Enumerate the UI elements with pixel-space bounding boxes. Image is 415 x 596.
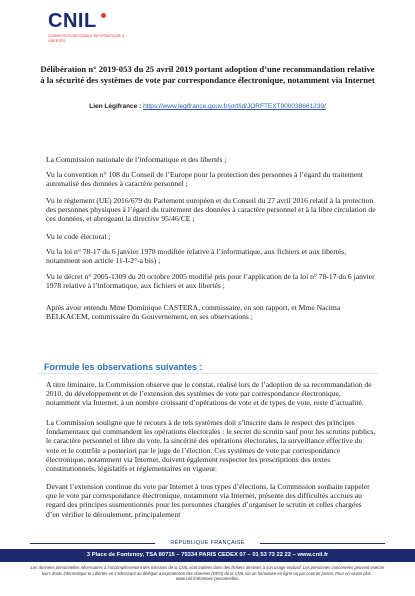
paragraph-convention-108: Vu la convention n° 108 du Conseil de l’Europe pour la protection des personnes à l’égard du traitement automatisé des données à caractère personnel ;	[46, 170, 364, 189]
body-paragraph-extension: Devant l’extension continue du vote par Internet à tous types d’élections, la Commission souhaite rappeler que le vote par correspondance électronique, notamment via Internet, présente des difficultés accrues au regard des principes susmentionnés pour les personnes chargées d’organiser le scrutin et celles chargées d’en vérifier le déroulement, principalement	[46, 482, 370, 519]
paragraph-loi-78-17: Vu la loi n° 78-17 du 6 janvier 1978 modifiée relative à l’informatique, aux fichiers et aux libertés, notamment son article 11-I-2°-a bis) ;	[46, 247, 347, 266]
paragraph-rgpd: Vu le règlement (UE) 2016/679 du Parlement européen et du Conseil du 27 avril 2016 relatif à la protection des personnes physiques à l’égard du traitement des données à caractère personnel et à la libre circulation de ces données, et abrogeant la directive 95/46/CE ;	[46, 196, 376, 224]
logo-subtitle: COMMISSION NATIONALE INFORMATIQUE & LIBERTÉS	[48, 34, 125, 43]
footer-rule-right	[260, 543, 385, 544]
page-footer	[0, 540, 415, 596]
republic-label: RÉPUBLIQUE FRANÇAISE	[170, 540, 245, 546]
paragraph-code-electoral: Vu le code électoral ;	[46, 232, 111, 241]
body-paragraph-liminaire: A titre liminaire, la Commission observe que le constat, réalisé lors de l’adoption de sa recommandation de 2010, du développement et de l’extension des systèmes de vote par correspondance électronique, notamment via Internet, à un nombre croissant d’opérations de vote et de types de vote, reste d’actualité.	[46, 380, 372, 408]
logo-wordmark: CNIL	[48, 10, 97, 32]
paragraph-rapport: Après avoir entendu Mme Dominique CASTERA, commissaire, en son rapport, et Mme Nacima BELKACEM, commissaire du Gouvernement, en ses observations ;	[46, 303, 341, 322]
address-band: 3 Place de Fontenoy, TSA 80715 – 75334 PARIS CEDEX 07 – 01 53 73 22 22 – www.cnil.fr	[0, 549, 415, 562]
legifrance-link-line	[40, 103, 375, 110]
body-paragraph-principes: La Commission souligne que le recours à de tels systèmes doit s’inscrire dans le respect des principes fondamentaux qui commandent les opérations électorales : le secret du scrutin sauf pour les scrutins publics, le caractère personnel et libre du vote, la sincérité des opérations électorales, la surveillance effective du vote et le contrôle a posteriori par le juge de l’élection. Ces systèmes de vote par correspondance électronique, notamment via Internet, doivent également respecter les prescriptions des textes constitutionnels, législatifs et réglementaires en vigueur.	[46, 418, 376, 474]
paragraph-decret: Vu le décret n° 2005-1309 du 20 octobre 2005 modifié pris pour l’application de la loi n° 78-17 du 6 janvier 1978 relative à l’informatique, aux fichiers et aux libertés ;	[46, 272, 375, 291]
legifrance-link[interactable]: https://www.legifrance.gouv.fr/jorf/id/JORFTEXT000038661239/	[143, 103, 326, 110]
paragraph-preamble: La Commission nationale de l’informatique et des libertés ;	[46, 155, 227, 164]
cnil-logo	[48, 10, 128, 52]
legal-notice: Les données personnelles nécessaires à l’accomplissement des missions de la CNIL sont traitées dans des fichiers destinés à son usage exclusif. Les personnes concernées peuvent exercer leurs droits Informatique et Libertés en s’adressant au délégué à la protection des données (DPO) de la CNIL via un formulaire en ligne ou par courrier postal. Pour en savoir plus : www.cnil.fr/donnees-personnelles.	[30, 565, 385, 582]
logo-dot	[101, 13, 106, 18]
section-heading: Formule les observations suivantes :	[38, 360, 378, 374]
link-label: Lien Légifrance :	[89, 103, 142, 110]
document-title: Délibération n° 2019-053 du 25 avril 2019 portant adoption d’une recommandation relative à la sécurité des systèmes de vote par correspondance électronique, notamment via Internet	[40, 64, 375, 85]
